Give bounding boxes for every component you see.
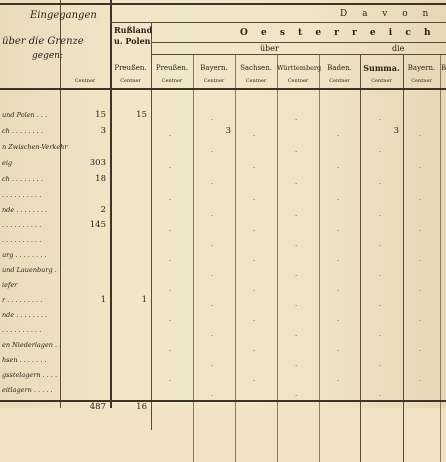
cell-dot: . [169,375,172,383]
row-label: gsstelagern . . . . [2,371,58,379]
rule-davon [110,22,446,23]
cell-dot: . [211,270,214,278]
cell-dot: . [419,345,422,353]
row-label: eig [2,159,13,167]
col-header-unit: Centner [371,78,392,84]
cell-dot: . [295,114,298,122]
cell-dot: . [295,270,298,278]
cell-dot: . [295,210,298,218]
col-header-unit: Centner [329,78,350,84]
cell-russland: 15 [136,110,147,120]
cell-summa: 3 [393,126,399,136]
footer-total: 487 [89,402,106,412]
cell-dot: . [211,114,214,122]
cell-total: 2 [100,205,106,215]
cell-dot: . [419,285,422,293]
cell-dot: . [379,210,382,218]
cell-dot: . [419,194,422,202]
row-label: . . . . . . . . . . [2,191,42,199]
col-header-unit: Centner [245,78,267,84]
cell-dot: . [295,330,298,338]
footer-russland: 16 [136,402,147,412]
row-label: eitlagern . . . . . [2,386,53,394]
row-label: urg . . . . . . . . [2,251,47,259]
row-label: iefer [2,281,18,289]
cell-dot: . [337,194,340,202]
col-header-wuerttemberg: Württemberg [277,64,322,72]
rule-header-bottom [0,88,446,90]
header-ueber: über [260,44,279,53]
cell-dot: . [169,255,172,263]
cell-dot: . [253,225,256,233]
cell-dot: . [295,240,298,248]
col-header-preussen: Preußen. [155,64,189,72]
cell-dot: . [253,315,256,323]
cell-dot: . [169,285,172,293]
col-header-sachsen: Sachsen. [240,64,272,72]
col-header-baden: Baden. [327,64,352,72]
col-header-total-unit: Centner [74,78,96,84]
col-header-unit: Centner [411,78,432,84]
col-header-unit: Centner [203,78,225,84]
cell-bayern: 3 [225,126,231,136]
cell-dot: . [337,375,340,383]
col-header-summa: Summa. [363,63,400,73]
rule-top [0,3,446,5]
cell-dot: . [379,114,382,122]
row-label: r . . . . . . . . . [2,296,43,304]
cell-dot: . [211,360,214,368]
cell-dot: . [295,300,298,308]
cell-dot: . [211,178,214,186]
cell-dot: . [211,146,214,154]
cell-dot: . [169,162,172,170]
rule-col [110,0,112,408]
cell-total: 18 [95,174,106,184]
cell-dot: . [379,360,382,368]
cell-dot: . [337,345,340,353]
cell-dot: . [253,345,256,353]
cell-dot: . [295,146,298,154]
cell-dot: . [211,390,214,398]
cell-dot: . [379,178,382,186]
cell-total: 145 [89,220,106,230]
cell-dot: . [379,270,382,278]
cell-dot: . [211,240,214,248]
col-header-unit: Centner [287,78,309,84]
cell-dot: . [295,178,298,186]
cell-dot: . [253,285,256,293]
cell-dot: . [337,162,340,170]
cell-dot: . [379,300,382,308]
cell-dot: . [169,315,172,323]
row-label: ch . . . . . . . . [2,175,43,183]
cell-dot: . [169,345,172,353]
cell-total: 15 [95,110,106,120]
col-header-bayern: Bayern. [200,64,228,72]
cell-dot: . [337,130,340,138]
cell-dot: . [211,210,214,218]
cell-dot: . [253,162,256,170]
cell-total: 1 [100,295,106,305]
cell-dot: . [419,162,422,170]
cell-total: 303 [89,158,106,168]
cell-dot: . [419,255,422,263]
cell-dot: . [295,360,298,368]
cell-dot: . [379,390,382,398]
header-russland-2: u. Polen [114,36,151,46]
cell-dot: . [337,225,340,233]
rule-ueber [151,54,446,55]
row-label: nde . . . . . . . . [2,206,48,214]
cell-dot: . [419,130,422,138]
cell-dot: . [253,194,256,202]
header-russland-1: Rußland [114,25,153,35]
header-davon: D a v o n [340,9,435,19]
cell-dot: . [169,130,172,138]
header-eingangen-2: über die Grenze [2,36,84,47]
cell-dot: . [419,375,422,383]
col-header-unit: Centner [161,78,183,84]
cell-dot: . [253,255,256,263]
cell-dot: . [169,225,172,233]
row-label: . . . . . . . . . . [2,236,42,244]
cell-dot: . [419,315,422,323]
col-header-cutoff: B [441,64,446,72]
row-label: und Polen . . . [2,111,48,119]
header-eingangen-3: gegen: [32,51,64,61]
row-label: . . . . . . . . . . [2,221,42,229]
header-die: die [392,44,405,53]
cell-dot: . [337,285,340,293]
cell-dot: . [419,225,422,233]
cell-dot: . [337,255,340,263]
cell-dot: . [337,315,340,323]
cell-dot: . [211,300,214,308]
col-header-bayern-2: Bayern. [407,64,436,72]
rule-oest [151,42,446,43]
cell-dot: . [211,330,214,338]
cell-dot: . [295,390,298,398]
row-label: ch . . . . . . . . [2,127,43,135]
cell-dot: . [379,330,382,338]
col-header-unit: Centner [120,78,141,84]
cell-dot: . [379,240,382,248]
col-header-ru: Preußen. [114,64,147,72]
cell-russland: 1 [141,295,147,305]
row-label: und Lauenburg . [2,266,57,274]
row-label: hsen . . . . . . . [2,356,47,364]
row-label: . . . . . . . . . . [2,326,42,334]
row-label: nde . . . . . . . . [2,311,48,319]
cell-dot: . [253,375,256,383]
cell-dot: . [253,130,256,138]
row-label: en Niederlagen . . [2,341,62,349]
cell-total: 3 [100,126,106,136]
cell-dot: . [169,194,172,202]
row-label: n Zwischen-Verkehr [2,143,68,151]
cell-dot: . [379,146,382,154]
header-eingangen-1: Eingegangen [30,10,97,21]
header-oesterreich: O e s t e r r e i c h [240,28,436,38]
